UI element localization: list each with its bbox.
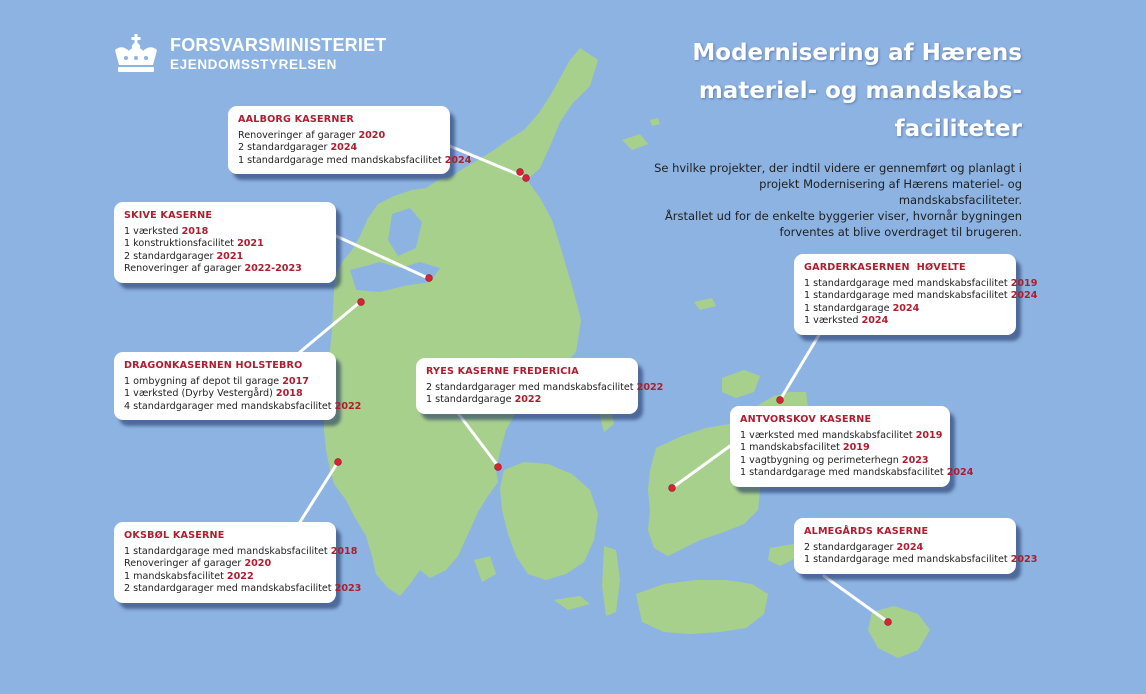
project-year: 2024 [1010,290,1038,302]
infobox-row [804,277,1038,291]
infobox-hoevelte [794,254,1038,335]
infobox-row [238,130,440,143]
intro-line: projekt Modernisering af Hærens materiel- og mandskabsfaciliteter. [759,177,1022,207]
project-year: 2018 [181,225,209,237]
project-text: 1 standardgarage med mandskabsfacilitet [238,154,442,166]
infobox-row [804,554,1038,567]
langeland-land [602,546,620,616]
project-text: 1 standardgarage med mandskabsfacilitet [804,554,1008,566]
project-text: 1 ombygning af depot til garage [124,375,280,387]
infobox-row [740,429,943,443]
location-dot-icon[interactable] [426,275,433,282]
project-text: 4 standardgarager med mandskabsfacilitet [124,400,332,412]
project-text: 2 standardgarager [124,250,214,262]
project-year: 2021 [216,250,244,262]
project-year: 2024 [896,541,924,553]
infobox-row [804,303,1006,316]
project-year: 2020 [244,558,272,570]
project-year: 2021 [237,238,264,250]
project-text: 1 standardgarage med mandskabsfacilitet [804,277,1008,289]
infobox-row [740,467,974,480]
infobox-row [238,142,440,155]
aeroe-land [554,596,590,610]
infobox-row [804,542,1006,555]
project-text: 1 værksted med mandskabsfacilitet [740,429,913,441]
infobox-row [804,290,1038,303]
infobox-title: OKSBØL KASERNE [124,530,225,541]
logo-subtitle: EJENDOMSSTYRELSEN [170,57,337,73]
infobox-oksboel [114,522,362,603]
project-year: 2017 [282,375,309,387]
project-text: 1 standardgarage [804,302,890,314]
location-dot-icon[interactable] [777,397,784,404]
infobox-antvorskov [730,406,974,487]
infobox-row [124,388,326,401]
project-text: 1 standardgarage med mandskabsfacilitet [740,467,944,479]
project-year: 2024 [892,302,920,314]
infobox-row [124,251,326,264]
infobox-title: GARDERKASERNEN HØVELTE [804,262,966,273]
infobox-row [124,238,326,251]
logo-title: FORSVARSMINISTERIET [170,35,387,56]
infobox-aalborg [228,106,472,174]
project-text: Renoveringer af garager [124,558,242,570]
infobox-row [124,571,326,584]
title-line: Modernisering af Hærens [692,40,1022,66]
location-dot-icon[interactable] [358,299,365,306]
infobox-holstebro [114,352,362,420]
infobox-title: AALBORG KASERNER [238,114,354,125]
project-year: 2020 [358,129,386,141]
page-title [622,34,1022,148]
project-text: 2 standardgarager med mandskabsfacilitet [426,381,634,393]
project-year: 2019 [842,442,870,454]
infobox-fredericia [416,358,664,414]
project-text: 1 mandskabsfacilitet [124,570,224,582]
anholt-land [694,298,716,310]
project-text: 1 vagtbygning og perimeterhegn [740,454,899,466]
project-year: 2022 [226,570,254,582]
project-year: 2018 [275,388,303,400]
project-year: 2024 [330,142,358,154]
project-text: 1 konstruktionsfacilitet [124,238,234,250]
leader-line-almegaard [824,576,888,622]
infobox-row [740,442,940,455]
infobox-row [804,315,1006,328]
infobox-row [426,394,628,407]
title-line: faciliteter [894,116,1022,142]
infobox-row [124,263,326,276]
project-year: 2019 [1010,277,1038,289]
project-text: 1 værksted [124,225,179,237]
project-year: 2024 [946,467,974,479]
project-text: 1 standardgarage med mandskabsfacilitet [804,290,1008,302]
project-year: 2022 [334,400,362,412]
project-year: 2024 [861,315,889,327]
project-year: 2023 [901,454,929,466]
location-dot-icon[interactable] [523,175,530,182]
location-dot-icon[interactable] [885,619,892,626]
location-dot-icon[interactable] [495,464,502,471]
infobox-almegaard [794,518,1038,574]
infobox-row [740,455,940,468]
location-dot-icon[interactable] [335,459,342,466]
location-dot-icon[interactable] [517,169,524,176]
intro-line: Se hvilke projekter, der indtil videre er gennemført og planlagt i [654,161,1022,175]
intro-text [642,160,1022,240]
project-text: 2 standardgarager [238,142,328,154]
als-land [474,556,496,582]
infobox-title: ANTVORSKOV KASERNE [740,414,872,425]
project-text: 2 standardgarager [804,541,894,553]
infobox-row [124,226,326,239]
crown-icon [112,34,160,74]
odsherred-land [722,370,760,398]
project-year: 2022 [514,394,542,406]
infobox-row [124,400,362,414]
infobox-row [124,583,362,596]
project-text: 1 standardgarage med mandskabsfacilitet [124,545,328,557]
infobox-row [124,376,326,389]
project-year: 2022-2023 [244,263,302,275]
project-text: 1 værksted [804,315,859,327]
project-text: 2 standardgarager med mandskabsfacilitet [124,583,332,595]
title-line: materiel- og mandskabs- [698,78,1022,104]
infobox-title: DRAGONKASERNEN HOLSTEBRO [124,360,303,371]
project-text: Renoveringer af garager [124,263,242,275]
location-dot-icon[interactable] [669,485,676,492]
funen-land [500,462,598,580]
project-year: 2023 [1010,554,1038,566]
leader-line-oksboel [300,462,338,522]
project-year: 2022 [636,381,664,393]
infobox-title: ALMEGÅRDS KASERNE [804,526,929,537]
infobox-row [124,545,358,559]
project-text: 1 standardgarage [426,394,512,406]
project-text: 1 værksted (Dyrby Vestergård) [124,388,273,400]
infobox-skive [114,202,336,283]
intro-line: forventes at blive overdraget til brugeren. [779,225,1022,239]
project-text: Renoveringer af garager [238,129,356,141]
intro-line: Årstallet ud for de enkelte byggerier viser, hvornår bygningen [664,209,1022,223]
leader-line-hoevelte [780,330,822,400]
infobox-row [426,381,664,395]
project-text: 1 mandskabsfacilitet [740,442,840,454]
project-year: 2023 [334,583,362,595]
project-year: 2019 [915,429,943,441]
lolland-land [636,580,768,634]
infobox-title: RYES KASERNE FREDERICIA [426,366,579,377]
infobox-row [124,558,326,571]
infobox-title: SKIVE KASERNE [124,210,213,221]
infobox-row [238,154,472,168]
project-year: 2018 [330,545,358,557]
logo [112,34,386,74]
project-year: 2024 [444,154,472,166]
